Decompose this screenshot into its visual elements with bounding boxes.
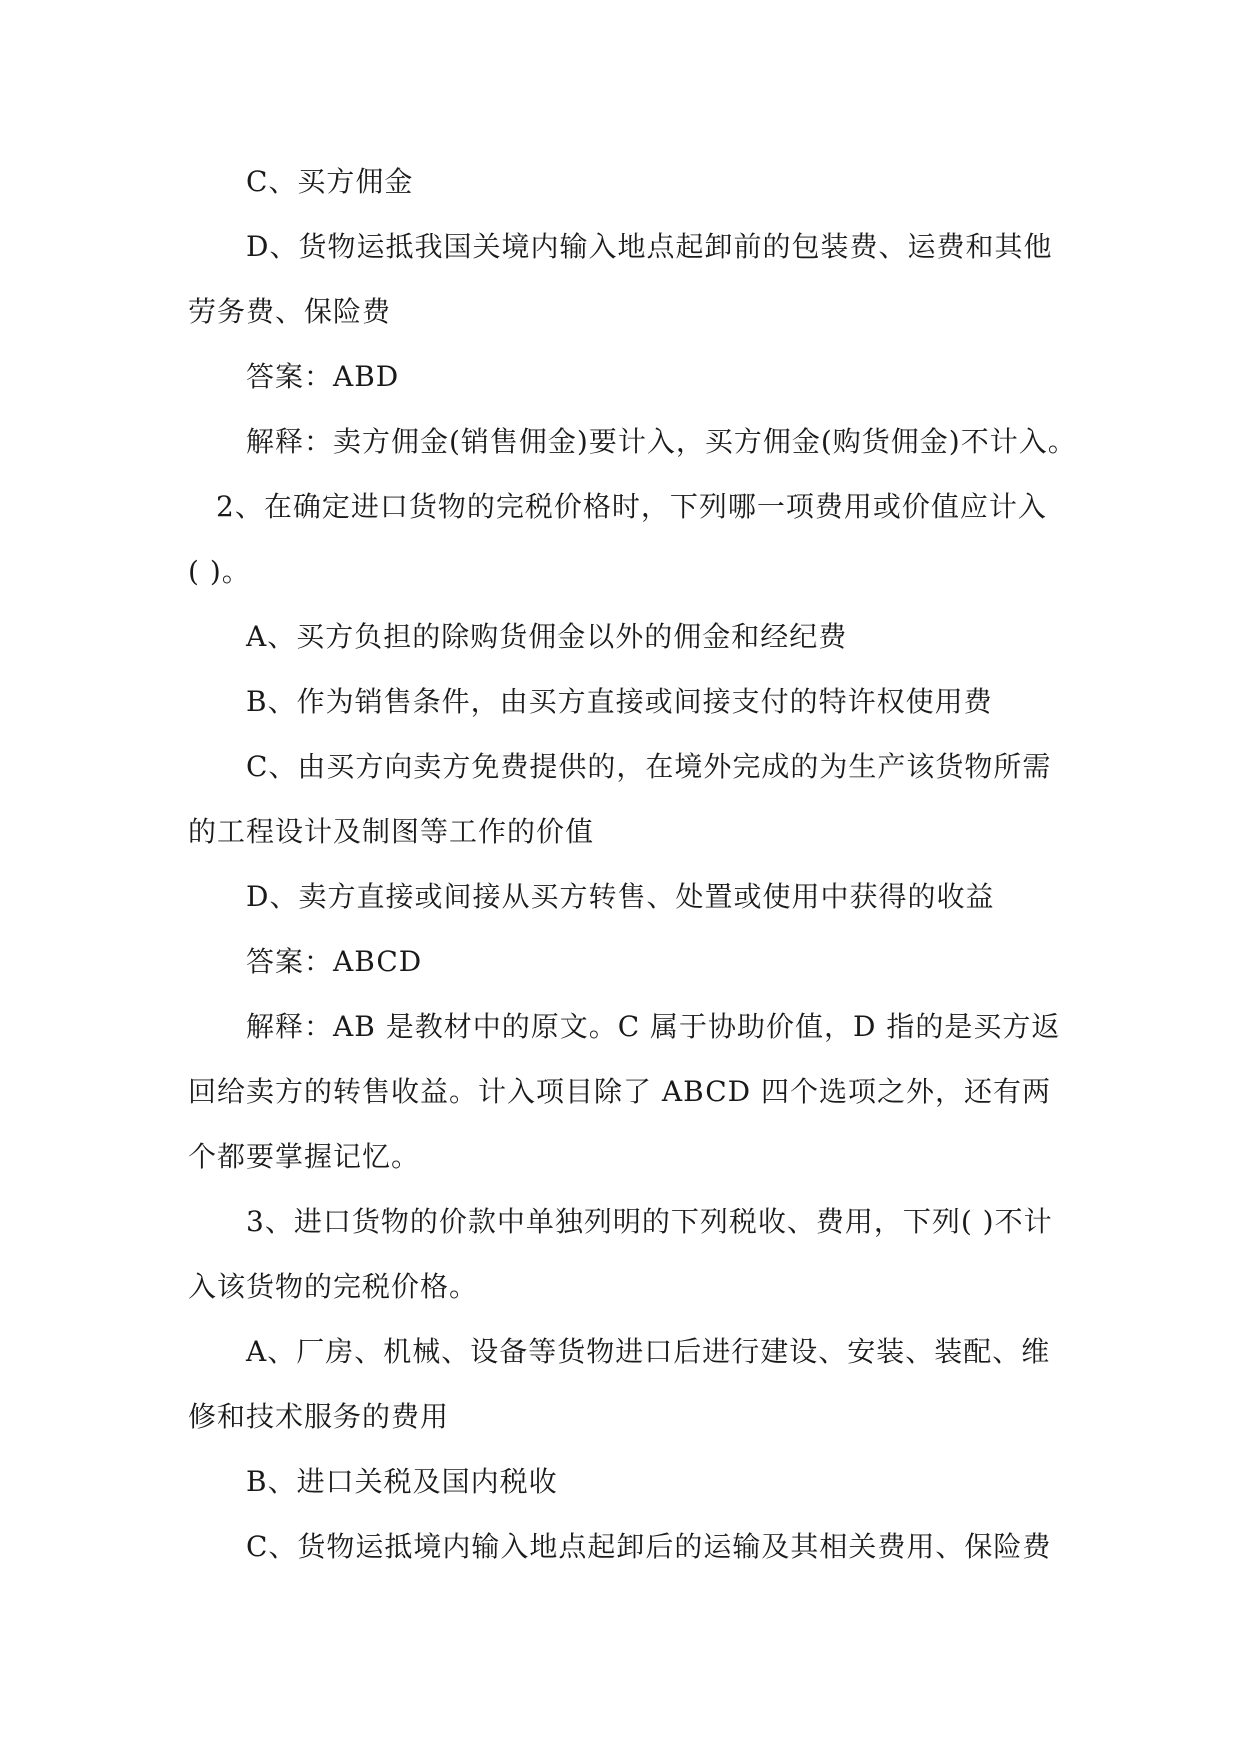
option-d-line-2: 劳务费、保险费 [188,295,392,328]
q3-option-a-line-1: A、厂房、机械、设备等货物进口后进行建设、安装、装配、维 [246,1335,1051,1368]
answer-q2: 答案：ABCD [246,945,423,978]
q2-option-c-line-1: C、由买方向卖方免费提供的，在境外完成的为生产该货物所需 [246,750,1052,783]
explanation-q2-line-2: 回给卖方的转售收益。计入项目除了 ABCD 四个选项之外，还有两 [188,1075,1051,1108]
option-c-buyer-commission: C、买方佣金 [246,165,414,198]
q3-option-b: B、进口关税及国内税收 [246,1465,558,1498]
q3-option-c: C、货物运抵境内输入地点起卸后的运输及其相关费用、保险费 [246,1530,1052,1563]
explanation-q1: 解释：卖方佣金(销售佣金)要计入，买方佣金(购货佣金)不计入。 [246,425,1077,458]
q2-option-d: D、卖方直接或间接从买方转售、处置或使用中获得的收益 [246,880,995,913]
explanation-q2-line-1: 解释：AB 是教材中的原文。C 属于协助价值，D 指的是买方返 [246,1010,1061,1043]
q2-option-c-line-2: 的工程设计及制图等工作的价值 [188,815,595,848]
option-d-line-1: D、货物运抵我国关境内输入地点起卸前的包装费、运费和其他 [246,230,1053,263]
answer-q1: 答案：ABD [246,360,400,393]
q2-option-b: B、作为销售条件，由买方直接或间接支付的特许权使用费 [246,685,993,718]
question-3-line-1: 3、进口货物的价款中单独列明的下列税收、费用，下列( )不计 [246,1205,1053,1238]
explanation-q2-line-3: 个都要掌握记忆。 [188,1140,421,1173]
q2-option-a: A、买方负担的除购货佣金以外的佣金和经纪费 [246,620,848,653]
question-2-line-2: ( )。 [188,555,251,588]
question-3-line-2: 入该货物的完税价格。 [188,1270,479,1303]
q3-option-a-line-2: 修和技术服务的费用 [188,1400,450,1433]
question-2-line-1: 2、在确定进口货物的完税价格时，下列哪一项费用或价值应计入 [216,490,1047,523]
